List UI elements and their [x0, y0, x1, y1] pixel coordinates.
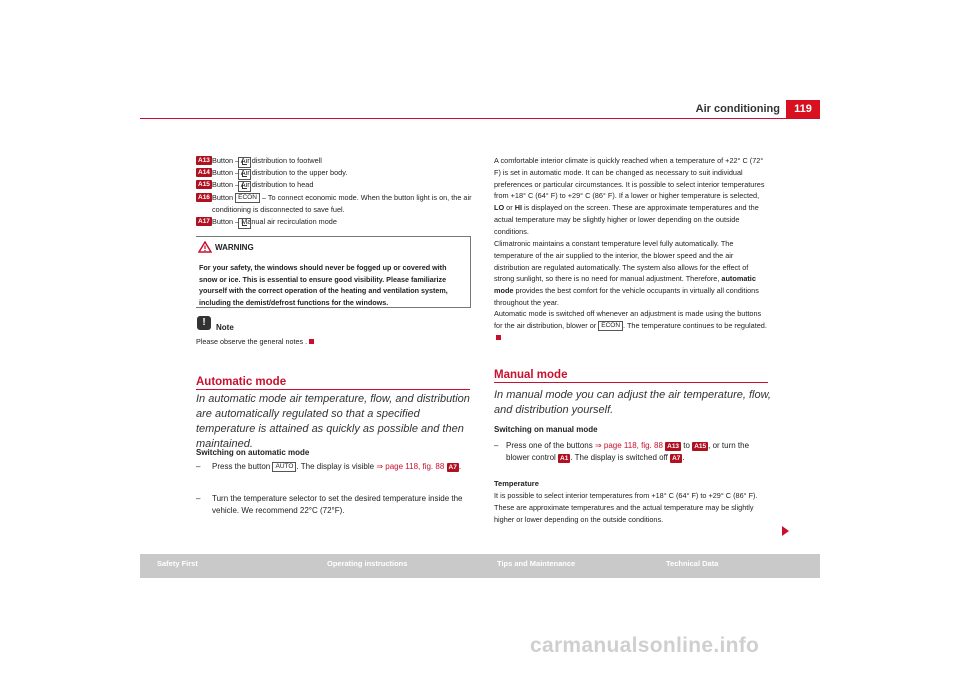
econ-button-label: ECON	[235, 193, 260, 203]
page-reference-link[interactable]: ⇒ page 118, fig. 88	[594, 441, 663, 450]
marker-badge: A13	[198, 157, 210, 164]
warning-title: WARNING	[215, 243, 254, 252]
page-reference-link[interactable]: ⇒ page 118, fig. 88	[376, 462, 445, 471]
list-item	[196, 167, 348, 179]
section-rule	[196, 389, 470, 390]
section-intro: In automatic mode air temperature, flow, and distribution are automatically regulated so that a specified temperature is attained as quickly as possible and then maintained.	[196, 393, 470, 450]
temperature-heading: Temperature	[494, 479, 539, 488]
temperature-text: It is possible to select interior temperatures from +18° C (64° F) to +29° C (86° F). These are approximate temperatures and the actual temperature may be slightly higher or lower depending on the outside conditions.	[494, 491, 758, 524]
next-page-arrow-icon	[782, 526, 789, 536]
section-heading-automatic: Automatic mode	[196, 376, 287, 388]
warning-text: For your safety, the windows should never be fogged up or covered with snow or ice. This is essential to ensure good visibility. Please familiarize yourself with the correct operation of the heating and ventilation system, including the demist/defrost functions for the windows.	[199, 263, 448, 307]
auto-button-label: AUTO	[272, 462, 296, 472]
econ-button-label: ECON	[598, 321, 623, 331]
note-icon: !	[197, 316, 211, 330]
section-heading-manual: Manual mode	[494, 369, 568, 381]
section-intro: In manual mode you can adjust the air temperature, flow, and distribution yourself.	[494, 389, 771, 416]
marker-badge: A7	[672, 455, 681, 462]
subheading: Switching on manual mode	[494, 425, 598, 434]
tab-safety-first[interactable]: Safety First	[157, 559, 198, 568]
step-1: – Press the button AUTO . The display is visible ⇒ page 118, fig. 88 A7 .	[196, 462, 462, 471]
paragraph-2: Climatronic maintains a constant temperature level fully automatically. The temperature of the air supplied to the interior, the blower speed and the air distribution are regulated automatically. The system also allows for the effect of strong sunlight, so there is no need for manual adjustment. Therefore, automatic mode provides the best comfort for the vehicle occupants in virtually all conditions throughout the year.	[494, 239, 759, 307]
list-item-text: Button – Manual air recirculation mode	[212, 217, 337, 226]
section-title: Air conditioning	[695, 103, 780, 115]
tab-operating-instructions[interactable]: Operating instructions	[327, 559, 408, 568]
list-item	[196, 179, 314, 191]
marker-badge: A7	[448, 464, 457, 471]
warning-icon	[198, 241, 212, 253]
paragraph-1: A comfortable interior climate is quickly reached when a temperature of +22° C (72° F) is set in automatic mode. It can be changed as necessary to suit individual preferences or particular circumstances. It is possible to select interior temperatures from +18° C (64° F) to +29° C (86° F). If a lower or higher temperature is selected, LO or HI is displayed on the screen. These are approximate temperatures and the actual temperature may be slightly higher or lower depending on the outside conditions.	[494, 156, 765, 236]
marker-badge: A13	[667, 443, 680, 450]
step-2: – Turn the temperature selector to set the desired temperature inside the vehicle. We recommend 22°C (72°F).	[196, 494, 463, 515]
tab-technical-data[interactable]: Technical Data	[666, 559, 719, 568]
list-item-text: Button – Air distribution to head	[212, 180, 314, 189]
marker-badge: A17	[198, 218, 210, 225]
marker-badge: A14	[198, 169, 210, 176]
recirculation-icon	[238, 218, 251, 229]
list-item-text: Button ECON – To connect economic mode. When the button light is on, the air conditioning is disconnected to save fuel.	[212, 193, 472, 214]
head-icon	[238, 181, 251, 192]
marker-badge: A15	[694, 443, 707, 450]
list-item	[196, 216, 337, 228]
list-item-text: Button – Air distribution to footwell	[212, 156, 322, 165]
note-text: Please observe the general notes .	[196, 337, 314, 346]
marker-badge: A15	[198, 181, 210, 188]
marker-badge: A1	[560, 455, 569, 462]
manual-step: – Press one of the buttons ⇒ page 118, fig. 88 A13 to A15 , or turn the blower control A1 . The display is switched off A7 .	[494, 441, 750, 462]
marker-badge: A16	[198, 194, 210, 201]
footwell-icon	[238, 157, 251, 168]
upper-body-icon	[238, 169, 251, 180]
note-title: Note	[216, 323, 234, 332]
section-rule	[494, 382, 768, 383]
list-item-text: Button – Air distribution to the upper body.	[212, 168, 348, 177]
tab-tips-and-maintenance[interactable]: Tips and Maintenance	[497, 559, 576, 568]
list-item	[196, 155, 322, 167]
page-number: 119	[786, 100, 820, 118]
watermark: carmanualsonline.info	[530, 634, 760, 657]
subheading: Switching on automatic mode	[196, 448, 310, 457]
section-end-icon	[496, 335, 501, 340]
header-rule	[140, 118, 820, 119]
paragraph-3: Automatic mode is switched off whenever an adjustment is made using the buttons for the air distribution, blower or ECON . The temperature continues to be regulated.	[494, 308, 770, 343]
section-end-icon	[309, 339, 314, 344]
